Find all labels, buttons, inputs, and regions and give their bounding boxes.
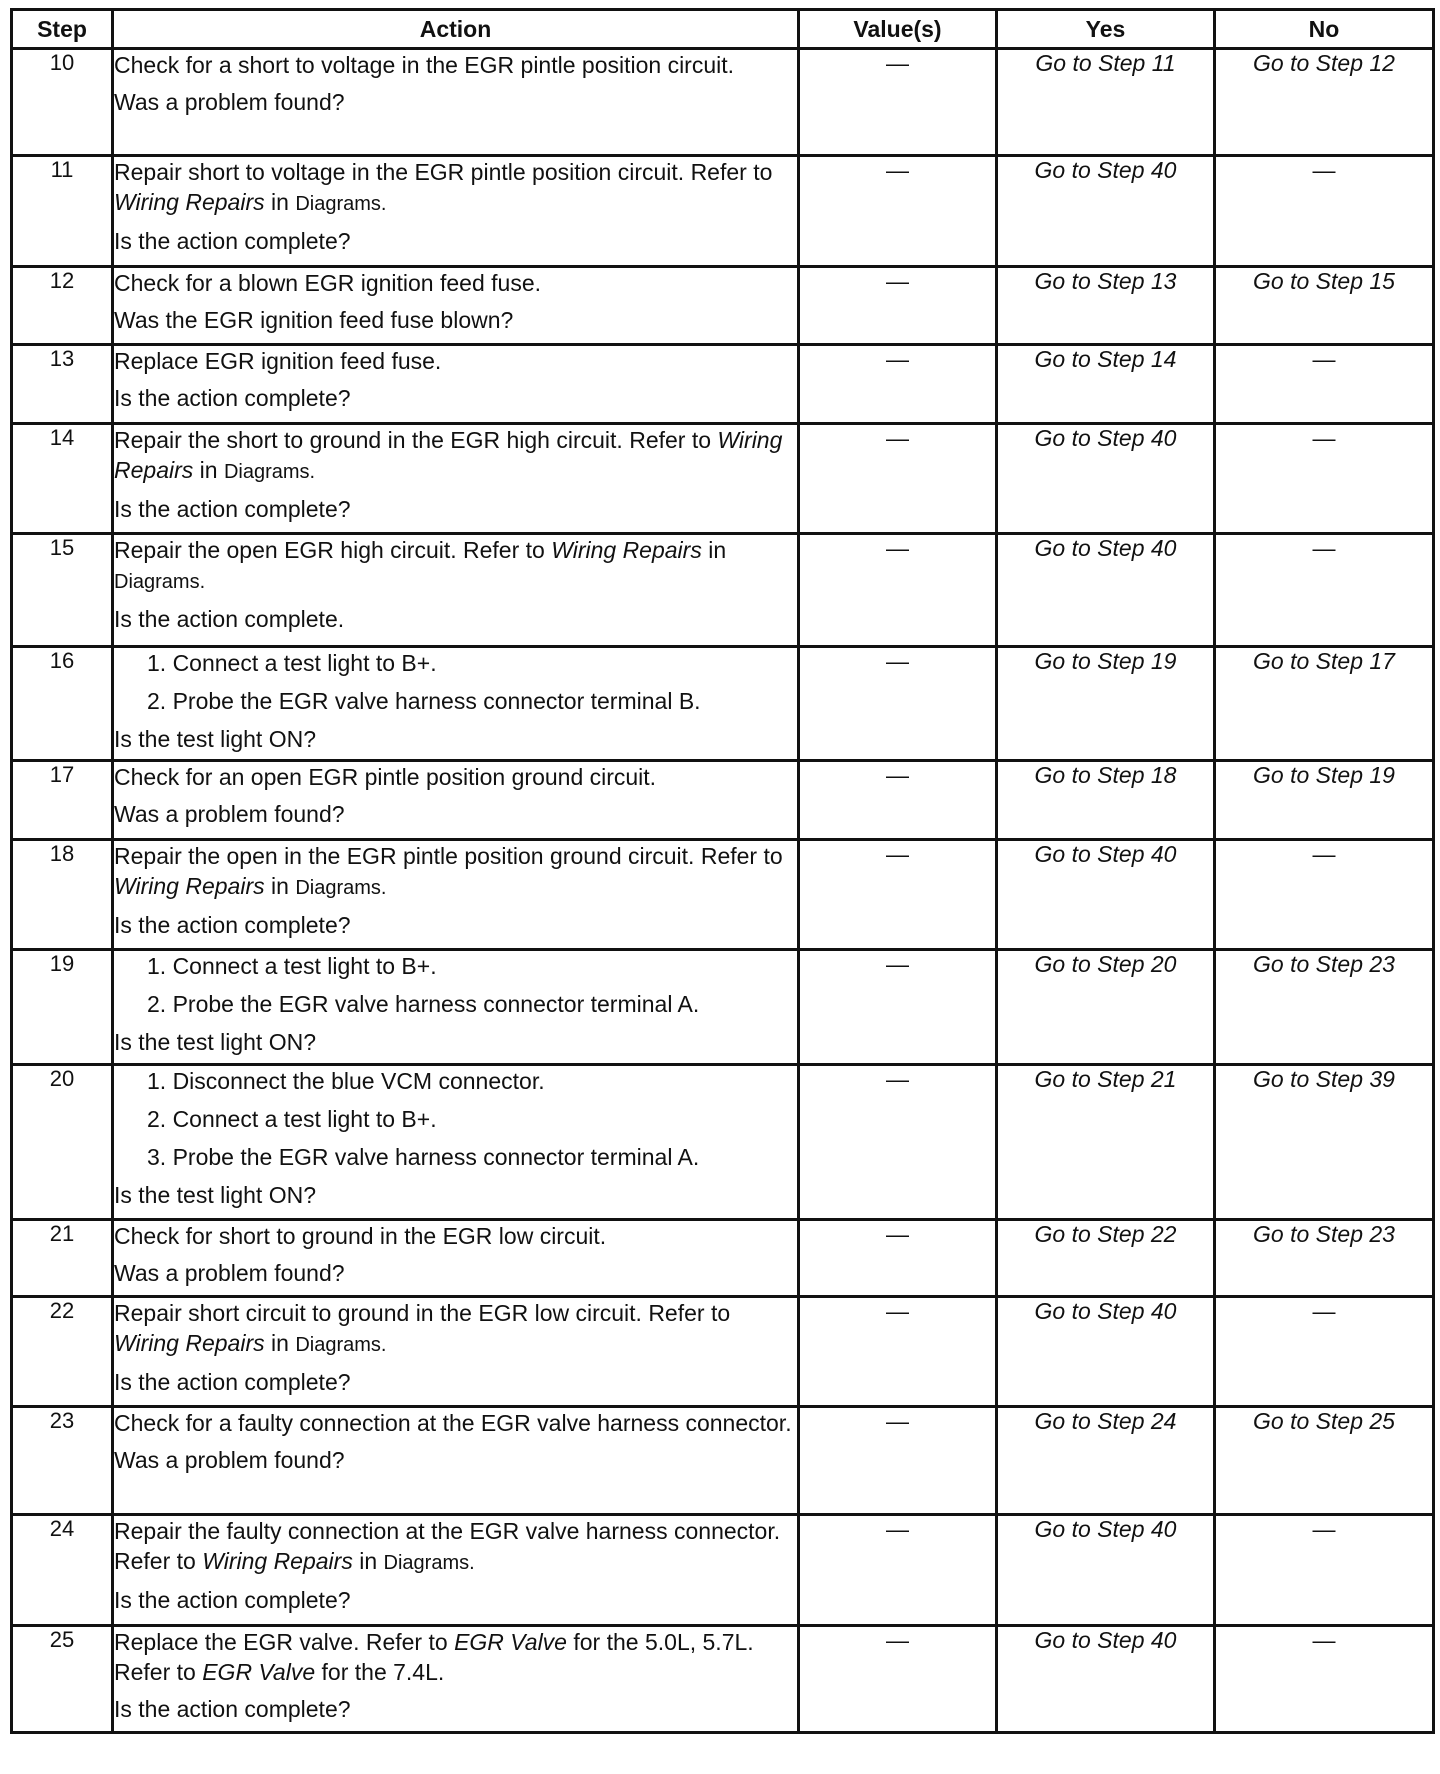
action-question: Was a problem found?: [114, 1447, 345, 1473]
no-result[interactable]: Go to Step 25: [1215, 1407, 1434, 1515]
table-row: [12, 49, 1434, 156]
action-question: Was a problem found?: [114, 89, 345, 115]
reference-section: Diagrams.: [295, 193, 387, 215]
instruction-text: Check for an open EGR pintle position ground circuit.: [114, 764, 657, 790]
value-cell: —: [799, 761, 997, 840]
instruction-text: Repair the open in the EGR pintle position ground circuit.: [114, 843, 695, 869]
value-cell: —: [799, 1220, 997, 1297]
reference-connector: in: [193, 457, 224, 483]
yes-result[interactable]: Go to Step 40: [997, 424, 1215, 534]
reference-section: Diagrams.: [223, 461, 316, 483]
action-substep: 3. Probe the EGR valve harness connector terminal A.: [147, 1144, 700, 1170]
instruction-text: Repair the faulty connection at the EGR valve harness: [114, 1518, 668, 1544]
step-number: 15: [12, 534, 113, 647]
action-question: Is the action complete?: [114, 385, 351, 411]
instruction-text: Repair short circuit to ground in the EGR low circuit. Refer: [114, 1300, 705, 1326]
reference-section: Diagrams.: [383, 1552, 475, 1574]
value-cell: —: [799, 1297, 997, 1407]
action-question: Is the test light ON?: [114, 1029, 316, 1055]
table-row: [12, 761, 1434, 840]
instruction-text: Replace the EGR valve. Refer to: [114, 1629, 448, 1655]
action-question: Is the test light ON?: [114, 1182, 316, 1208]
table-row: [12, 1515, 1434, 1626]
table-row: [12, 1065, 1434, 1220]
step-number: 12: [12, 267, 113, 345]
action-cell: [113, 424, 799, 534]
instruction-text: Check for a blown EGR ignition feed fuse.: [114, 270, 542, 296]
yes-result[interactable]: Go to Step 40: [997, 156, 1215, 267]
value-cell: —: [799, 950, 997, 1065]
instruction-text: Repair short to voltage in the EGR pintle position circuit.: [114, 159, 685, 185]
value-cell: —: [799, 534, 997, 647]
yes-result[interactable]: Go to Step 24: [997, 1407, 1215, 1515]
reference-prefix: to: [691, 427, 718, 453]
action-instruction: [114, 762, 797, 792]
table-row: [12, 156, 1434, 267]
table-row: [12, 424, 1434, 534]
step-number: 19: [12, 950, 113, 1065]
table-row: [12, 345, 1434, 424]
action-instruction: [114, 157, 797, 219]
table-header-row: [12, 10, 1434, 49]
value-cell: —: [799, 49, 997, 156]
instruction-text: Check for a short to voltage in the EGR pintle position circuit.: [114, 52, 735, 78]
value-cell: —: [799, 424, 997, 534]
reference-connector: in: [701, 537, 727, 563]
action-question: Is the action complete.: [114, 606, 345, 632]
action-cell: [113, 761, 799, 840]
step-number: 16: [12, 647, 113, 761]
header-no: No: [1215, 10, 1434, 49]
action-substep: 1. Disconnect the blue VCM connector.: [147, 1068, 545, 1094]
reference-connector: in: [264, 1330, 296, 1356]
action-cell: [113, 156, 799, 267]
action-question: Was a problem found?: [114, 801, 345, 827]
table-row: [12, 647, 1434, 761]
reference-section: Diagrams.: [295, 877, 387, 899]
yes-result[interactable]: Go to Step 22: [997, 1220, 1215, 1297]
yes-result[interactable]: Go to Step 40: [997, 840, 1215, 950]
action-instruction: [114, 425, 797, 487]
header-step: Step: [12, 10, 113, 49]
action-question: Is the action complete?: [114, 912, 351, 938]
header-values: Value(s): [799, 10, 997, 49]
action-question: Was the EGR ignition feed fuse blown?: [114, 307, 514, 333]
instruction-text: Repair the short to ground in the EGR high circuit. Refer: [114, 427, 686, 453]
instruction-text: Check for a faulty connection at the EGR valve harness connector.: [114, 1410, 792, 1436]
step-number: 13: [12, 345, 113, 424]
table-row: [12, 1297, 1434, 1407]
no-result: —: [1215, 534, 1434, 647]
step-number: 11: [12, 156, 113, 267]
action-substep: 2. Probe the EGR valve harness connector terminal B.: [147, 688, 701, 714]
action-question: Is the test light ON?: [114, 726, 316, 752]
value-cell: —: [799, 647, 997, 761]
reference-connector: in: [352, 1548, 384, 1574]
reference-link[interactable]: Wiring Repairs: [114, 189, 265, 215]
yes-result[interactable]: Go to Step 19: [997, 647, 1215, 761]
action-instruction: [114, 1627, 797, 1687]
reference-connector: for the 5.0L, 5.7L. Refer to: [114, 1629, 754, 1685]
diagnostic-steps-table: [10, 8, 1435, 1734]
step-number: 22: [12, 1297, 113, 1407]
yes-result[interactable]: Go to Step 40: [997, 534, 1215, 647]
action-instruction: [114, 346, 797, 376]
action-substep: 2. Connect a test light to B+.: [147, 1106, 437, 1132]
value-cell: —: [799, 1407, 997, 1515]
no-result: —: [1215, 1626, 1434, 1733]
reference-prefix: Refer to: [700, 843, 783, 869]
table-body: [12, 49, 1434, 1733]
instruction-text: Repair the open EGR high circuit. Refer to: [114, 537, 545, 563]
action-cell: [113, 345, 799, 424]
reference-link[interactable]: EGR Valve: [202, 1659, 316, 1685]
action-cell: [113, 1626, 799, 1733]
no-result[interactable]: Go to Step 12: [1215, 49, 1434, 156]
action-instruction: [114, 841, 797, 903]
table-row: [12, 534, 1434, 647]
no-result: —: [1215, 1515, 1434, 1626]
action-cell: [113, 267, 799, 345]
action-cell: [113, 840, 799, 950]
action-substep: 1. Connect a test light to B+.: [147, 953, 437, 979]
action-cell: [113, 647, 799, 761]
action-instruction: [114, 268, 797, 298]
reference-section: Diagrams.: [114, 571, 206, 593]
step-number: 10: [12, 49, 113, 156]
yes-result[interactable]: Go to Step 40: [997, 1515, 1215, 1626]
no-result: —: [1215, 1297, 1434, 1407]
step-number: 21: [12, 1220, 113, 1297]
reference-link[interactable]: Wiring Repairs: [202, 1548, 353, 1574]
step-number: 17: [12, 761, 113, 840]
reference-section: Diagrams.: [295, 1334, 387, 1356]
table-row: [12, 1220, 1434, 1297]
no-result[interactable]: Go to Step 23: [1215, 950, 1434, 1065]
step-number: 20: [12, 1065, 113, 1220]
action-instruction: [114, 1298, 797, 1360]
action-cell: [113, 1220, 799, 1297]
yes-result[interactable]: Go to Step 18: [997, 761, 1215, 840]
value-cell: —: [799, 840, 997, 950]
table-row: [12, 1407, 1434, 1515]
value-cell: —: [799, 1515, 997, 1626]
action-instruction: [114, 1516, 797, 1578]
table-row: [12, 1626, 1434, 1733]
header-yes: Yes: [997, 10, 1215, 49]
value-cell: —: [799, 345, 997, 424]
step-number: 14: [12, 424, 113, 534]
header-action: Action: [113, 10, 799, 49]
no-result: —: [1215, 345, 1434, 424]
yes-result[interactable]: Go to Step 21: [997, 1065, 1215, 1220]
reference-prefix: connector. Refer to: [114, 1518, 781, 1574]
value-cell: —: [799, 1065, 997, 1220]
action-question: Is the action complete?: [114, 496, 351, 522]
no-result[interactable]: Go to Step 15: [1215, 267, 1434, 345]
step-number: 25: [12, 1626, 113, 1733]
reference-connector: in: [264, 189, 296, 215]
action-instruction: [114, 1221, 797, 1251]
table-row: [12, 267, 1434, 345]
action-cell: [113, 950, 799, 1065]
reference-link[interactable]: Wiring Repairs: [114, 873, 265, 899]
action-question: Is the action complete?: [114, 228, 351, 254]
yes-result[interactable]: Go to Step 20: [997, 950, 1215, 1065]
value-cell: —: [799, 267, 997, 345]
table-row: [12, 950, 1434, 1065]
reference-connector: for the 7.4L.: [315, 1659, 445, 1685]
no-result: —: [1215, 156, 1434, 267]
reference-link[interactable]: Wiring Repairs: [551, 537, 702, 563]
yes-result[interactable]: Go to Step 14: [997, 345, 1215, 424]
no-result[interactable]: Go to Step 39: [1215, 1065, 1434, 1220]
reference-link[interactable]: Wiring Repairs: [114, 1330, 265, 1356]
value-cell: —: [799, 1626, 997, 1733]
action-cell: [113, 1297, 799, 1407]
reference-link[interactable]: Wiring Repairs: [114, 427, 783, 483]
reference-link[interactable]: EGR Valve: [454, 1629, 567, 1655]
action-substep: 2. Probe the EGR valve harness connector terminal A.: [147, 991, 700, 1017]
yes-result[interactable]: Go to Step 40: [997, 1626, 1215, 1733]
no-result: —: [1215, 840, 1434, 950]
no-result[interactable]: Go to Step 17: [1215, 647, 1434, 761]
yes-result[interactable]: Go to Step 40: [997, 1297, 1215, 1407]
reference-prefix: to: [710, 1300, 731, 1326]
action-cell: [113, 1407, 799, 1515]
reference-prefix: Refer to: [690, 159, 773, 185]
action-instruction: [114, 535, 797, 597]
value-cell: —: [799, 156, 997, 267]
yes-result[interactable]: Go to Step 11: [997, 49, 1215, 156]
instruction-text: Check for short to ground in the EGR low circuit.: [114, 1223, 607, 1249]
step-number: 18: [12, 840, 113, 950]
no-result: —: [1215, 424, 1434, 534]
action-cell: [113, 534, 799, 647]
reference-connector: in: [264, 873, 296, 899]
action-question: Is the action complete?: [114, 1696, 351, 1722]
action-substep: 1. Connect a test light to B+.: [147, 650, 437, 676]
no-result[interactable]: Go to Step 19: [1215, 761, 1434, 840]
action-question: Is the action complete?: [114, 1369, 351, 1395]
yes-result[interactable]: Go to Step 13: [997, 267, 1215, 345]
step-number: 23: [12, 1407, 113, 1515]
action-cell: [113, 1065, 799, 1220]
action-cell: [113, 49, 799, 156]
action-cell: [113, 1515, 799, 1626]
action-question: Is the action complete?: [114, 1587, 351, 1613]
step-number: 24: [12, 1515, 113, 1626]
no-result[interactable]: Go to Step 23: [1215, 1220, 1434, 1297]
instruction-text: Replace EGR ignition feed fuse.: [114, 348, 442, 374]
action-instruction: [114, 1408, 797, 1438]
action-instruction: [114, 50, 797, 80]
table-row: [12, 840, 1434, 950]
action-question: Was a problem found?: [114, 1260, 345, 1286]
